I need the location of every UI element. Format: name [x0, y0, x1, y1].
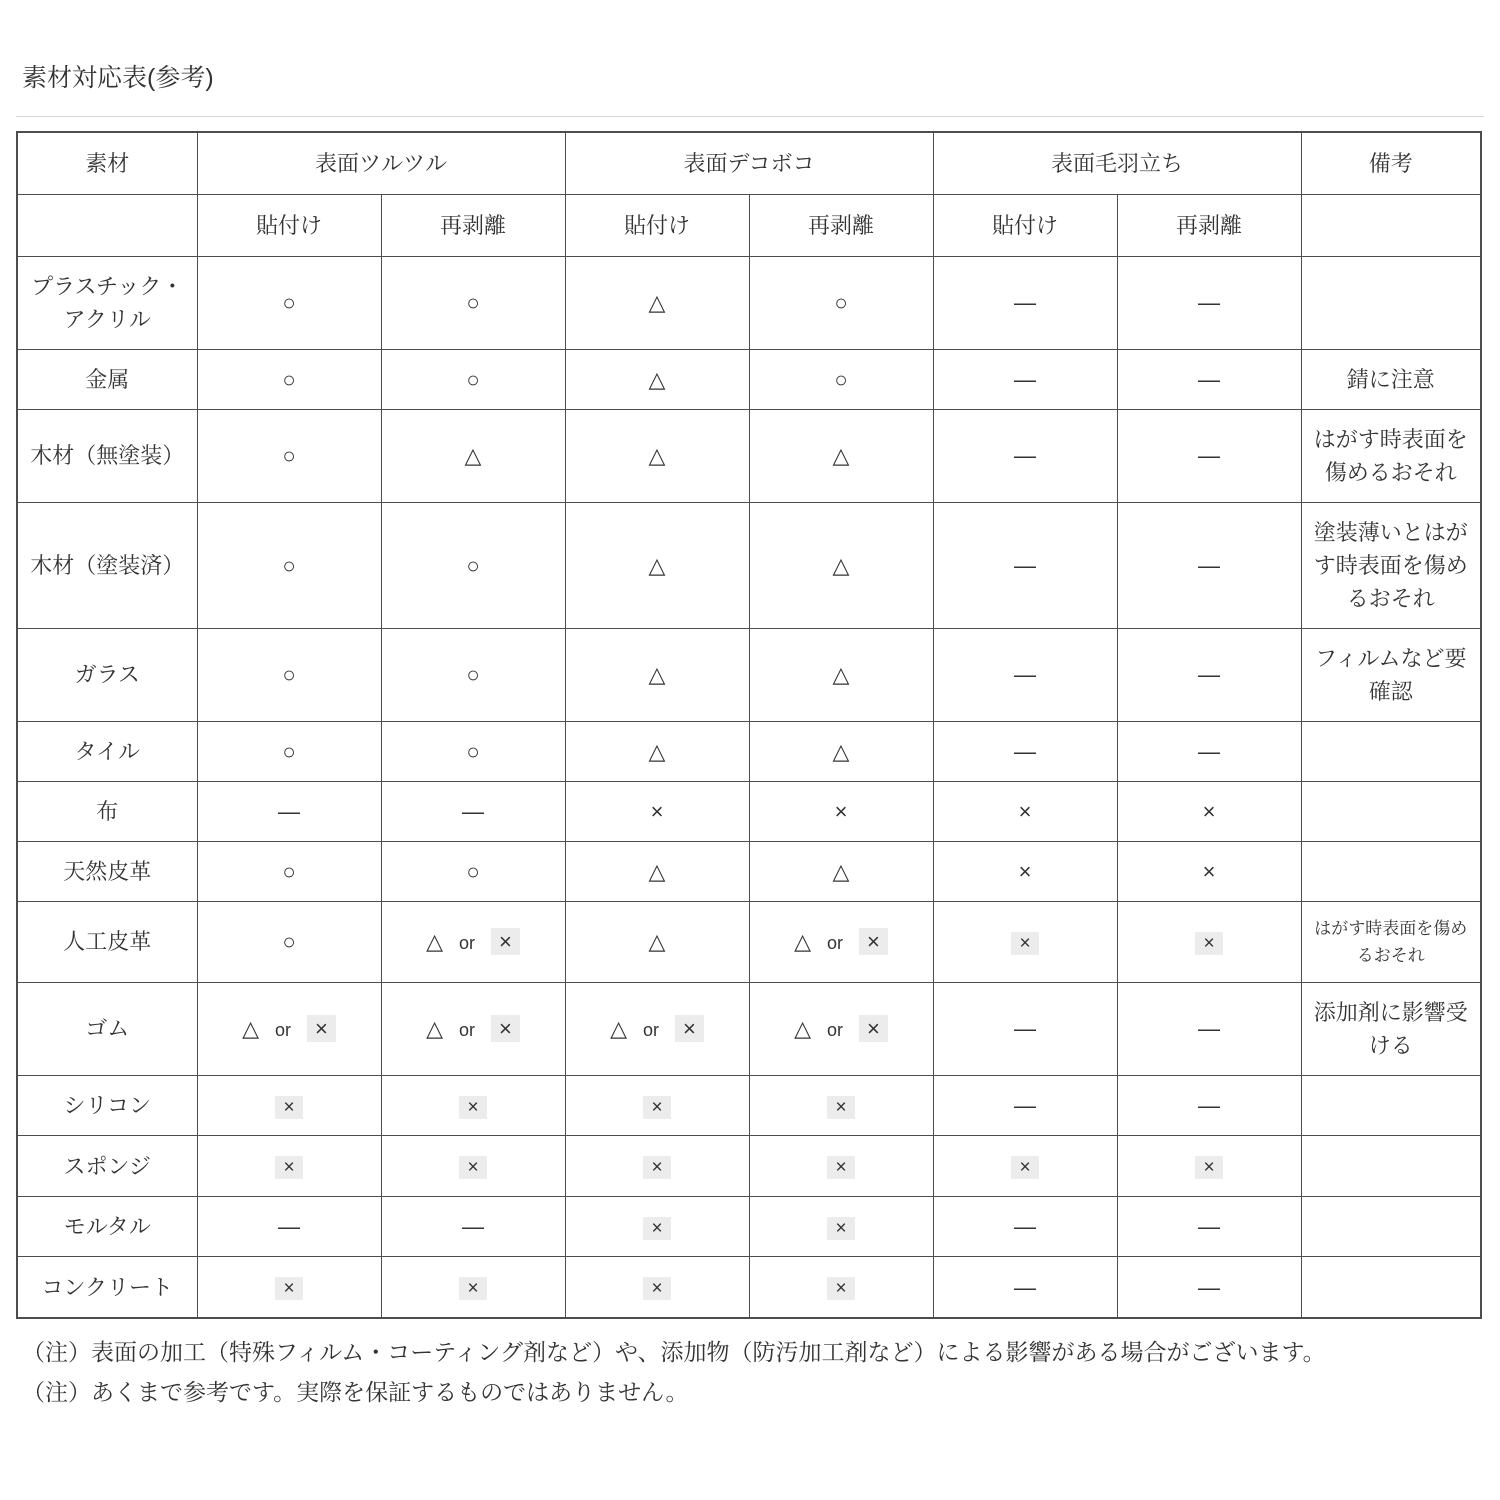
note-line: （注）あくまで参考です。実際を保証するものではありません。 [22, 1378, 689, 1405]
header-group-uneven-surface: 表面デコボコ [565, 132, 933, 194]
header-material: 素材 [17, 132, 197, 194]
compatibility-mark: × [565, 1257, 749, 1318]
compatibility-mark: ― [1117, 502, 1301, 628]
compatibility-mark: ― [933, 502, 1117, 628]
compatibility-mark: ○ [197, 256, 381, 349]
header-paste: 貼付け [933, 194, 1117, 256]
compatibility-mark: × [749, 1257, 933, 1318]
compatibility-mark: ― [933, 982, 1117, 1075]
compatibility-mark: △ [749, 502, 933, 628]
compatibility-mark: △ [565, 721, 749, 781]
table-row [17, 1257, 1481, 1318]
compatibility-mark: ― [1117, 409, 1301, 502]
compatibility-mark: × [197, 1136, 381, 1197]
compatibility-mark: ○ [197, 502, 381, 628]
compatibility-mark: ― [381, 1196, 565, 1257]
compatibility-mark: ○ [749, 349, 933, 409]
compatibility-mark: ○ [197, 721, 381, 781]
remark: 添加剤に影響受ける [1301, 982, 1481, 1075]
compatibility-mark: × [381, 1075, 565, 1136]
material-name: 木材（無塗装） [17, 409, 197, 502]
remark: はがす時表面を傷めるおそれ [1301, 409, 1481, 502]
table-row [17, 1196, 1481, 1257]
compatibility-mark: ○ [381, 349, 565, 409]
compatibility-mark: × [933, 901, 1117, 982]
compatibility-mark: × [1117, 781, 1301, 841]
table-row [17, 721, 1481, 781]
remark [1301, 1196, 1481, 1257]
compatibility-mark: ― [1117, 256, 1301, 349]
header-empty-cell [17, 194, 197, 256]
table-row [17, 841, 1481, 901]
remark [1301, 781, 1481, 841]
compatibility-mark: ○ [381, 502, 565, 628]
header-paste: 貼付け [197, 194, 381, 256]
material-name: コンクリート [17, 1257, 197, 1318]
compatibility-mark: ― [1117, 1075, 1301, 1136]
compatibility-mark: × [197, 1257, 381, 1318]
compatibility-mark: △ [749, 409, 933, 502]
table-row [17, 349, 1481, 409]
compatibility-mark: ○ [381, 721, 565, 781]
remark [1301, 1257, 1481, 1318]
compatibility-mark: ○ [197, 901, 381, 982]
remark: はがす時表面を傷めるおそれ [1301, 901, 1481, 982]
remark [1301, 256, 1481, 349]
compatibility-mark: △ or × [749, 982, 933, 1075]
compatibility-mark: ○ [197, 409, 381, 502]
header-peel: 再剥離 [381, 194, 565, 256]
compatibility-mark: × [749, 1196, 933, 1257]
remark [1301, 1136, 1481, 1197]
notes [22, 1335, 1484, 1410]
material-name: 布 [17, 781, 197, 841]
compatibility-mark: ○ [197, 841, 381, 901]
header-row-groups [17, 132, 1481, 194]
table-row [17, 628, 1481, 721]
compatibility-mark: △ [565, 628, 749, 721]
remark: 塗装薄いとはがす時表面を傷めるおそれ [1301, 502, 1481, 628]
note-line: （注）表面の加工（特殊フィルム・コーティング剤など）や、添加物（防汚加工剤など）による影響がある場合がございます。 [22, 1338, 1326, 1365]
compatibility-mark: ○ [381, 628, 565, 721]
table-row [17, 781, 1481, 841]
compatibility-mark: △ or × [381, 901, 565, 982]
material-name: ゴム [17, 982, 197, 1075]
header-paste: 貼付け [565, 194, 749, 256]
compatibility-mark: ― [1117, 628, 1301, 721]
compatibility-mark: × [197, 1075, 381, 1136]
header-group-fuzzy-surface: 表面毛羽立ち [933, 132, 1301, 194]
compatibility-mark: △ or × [565, 982, 749, 1075]
compatibility-mark: △ [565, 349, 749, 409]
compatibility-mark: × [381, 1257, 565, 1318]
header-peel: 再剥離 [1117, 194, 1301, 256]
page-title: 素材対応表(参考) [22, 64, 214, 92]
table-row [17, 502, 1481, 628]
header-group-smooth-surface: 表面ツルツル [197, 132, 565, 194]
remark: 錆に注意 [1301, 349, 1481, 409]
material-name: シリコン [17, 1075, 197, 1136]
compatibility-mark: △ or × [749, 901, 933, 982]
compatibility-mark: × [933, 1136, 1117, 1197]
table-row [17, 256, 1481, 349]
compatibility-mark: × [933, 841, 1117, 901]
compatibility-mark: △ [565, 502, 749, 628]
material-name: 木材（塗装済） [17, 502, 197, 628]
compatibility-mark: ― [933, 256, 1117, 349]
header-remarks: 備考 [1301, 132, 1481, 194]
compatibility-mark: × [565, 1136, 749, 1197]
material-name: スポンジ [17, 1136, 197, 1197]
table-row [17, 982, 1481, 1075]
compatibility-mark: ― [381, 781, 565, 841]
compatibility-mark: △ [381, 409, 565, 502]
compatibility-mark: ― [1117, 349, 1301, 409]
header-empty-cell [1301, 194, 1481, 256]
compatibility-mark: × [565, 1075, 749, 1136]
table-row [17, 409, 1481, 502]
compatibility-mark: × [749, 1075, 933, 1136]
compatibility-mark: △ [749, 721, 933, 781]
compatibility-mark: △ or × [381, 982, 565, 1075]
compatibility-mark: ― [933, 1196, 1117, 1257]
compatibility-mark: × [1117, 901, 1301, 982]
compatibility-mark: × [381, 1136, 565, 1197]
title-divider [16, 116, 1484, 117]
header-peel: 再剥離 [749, 194, 933, 256]
compatibility-mark: × [749, 1136, 933, 1197]
compatibility-mark: ○ [381, 256, 565, 349]
table-row [17, 1136, 1481, 1197]
compatibility-mark: ― [1117, 721, 1301, 781]
compatibility-mark: × [565, 781, 749, 841]
table-row [17, 901, 1481, 982]
material-name: ガラス [17, 628, 197, 721]
compatibility-mark: × [749, 781, 933, 841]
compatibility-mark: △ [565, 901, 749, 982]
remark [1301, 841, 1481, 901]
remark [1301, 721, 1481, 781]
material-name: モルタル [17, 1196, 197, 1257]
compatibility-mark: △ [749, 628, 933, 721]
table-body [17, 256, 1481, 1318]
compatibility-mark: × [1117, 1136, 1301, 1197]
compatibility-mark: ― [933, 1075, 1117, 1136]
material-compatibility-table [16, 131, 1482, 1319]
compatibility-mark: ― [197, 781, 381, 841]
compatibility-mark: ○ [749, 256, 933, 349]
compatibility-mark: △ [565, 841, 749, 901]
material-name: 金属 [17, 349, 197, 409]
compatibility-mark: ― [1117, 1257, 1301, 1318]
compatibility-mark: × [933, 781, 1117, 841]
material-name: 天然皮革 [17, 841, 197, 901]
compatibility-mark: △ [565, 409, 749, 502]
remark: フィルムなど要確認 [1301, 628, 1481, 721]
compatibility-mark: ― [1117, 1196, 1301, 1257]
compatibility-mark: △ [749, 841, 933, 901]
material-name: プラスチック・アクリル [17, 256, 197, 349]
compatibility-mark: △ or × [197, 982, 381, 1075]
compatibility-mark: ― [933, 628, 1117, 721]
remark [1301, 1075, 1481, 1136]
material-name: タイル [17, 721, 197, 781]
material-name: 人工皮革 [17, 901, 197, 982]
compatibility-mark: ― [933, 409, 1117, 502]
compatibility-mark: ― [933, 721, 1117, 781]
compatibility-mark: ― [197, 1196, 381, 1257]
compatibility-mark: ○ [197, 628, 381, 721]
compatibility-mark: ― [933, 349, 1117, 409]
table-row [17, 1075, 1481, 1136]
header-row-sub [17, 194, 1481, 256]
compatibility-mark: ― [933, 1257, 1117, 1318]
compatibility-mark: ○ [381, 841, 565, 901]
compatibility-mark: △ [565, 256, 749, 349]
compatibility-mark: ― [1117, 982, 1301, 1075]
compatibility-mark: × [565, 1196, 749, 1257]
compatibility-mark: × [1117, 841, 1301, 901]
compatibility-mark: ○ [197, 349, 381, 409]
